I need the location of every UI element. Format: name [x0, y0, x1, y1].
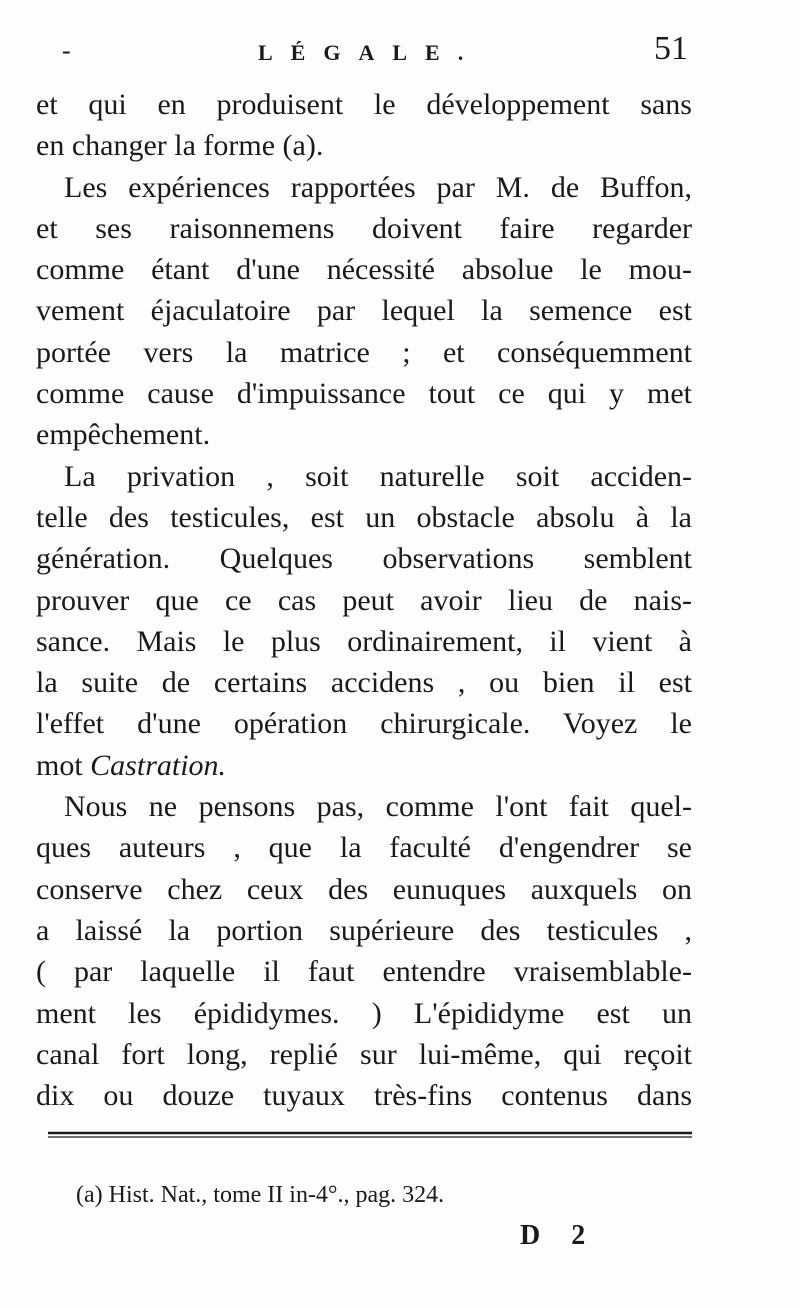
cited-term: Castration.: [90, 748, 227, 782]
paragraph-1: [36, 84, 692, 167]
text-line: dix ou douze tuyaux très-fins contenus dans: [36, 1079, 692, 1113]
text-line: canal fort long, replié sur lui-même, qui reçoit: [36, 1037, 692, 1071]
paragraph-4: [36, 786, 692, 1116]
text-line: ment les épididymes. ) L'épididyme est un: [36, 996, 692, 1030]
text-line: a laissé la portion supérieure des testicules ,: [36, 913, 692, 947]
footnote-rule: [48, 1128, 692, 1142]
running-head-mark: -: [62, 36, 71, 65]
text-line: vement éjaculatoire par lequel la semence est: [36, 294, 692, 328]
text-line: portée vers la matrice ; et conséquemment: [36, 335, 692, 369]
text-line: empêchement.: [36, 418, 211, 452]
text-line: et qui en produisent le développement sans: [36, 88, 692, 121]
text-line: en changer la forme (a).: [36, 129, 324, 163]
text-line: génération. Quelques observations semblent: [36, 542, 692, 576]
text-line: comme étant d'une nécessité absolue le mou-: [36, 253, 692, 287]
text-line: ques auteurs , que la faculté d'engendrer se: [36, 831, 692, 865]
signature-mark: D 2: [520, 1220, 598, 1251]
paragraph-3: [36, 456, 692, 786]
paragraph-2: [36, 167, 692, 456]
text-line: mot Castration.: [36, 748, 227, 782]
text-line: prouver que ce cas peut avoir lieu de nais-: [36, 583, 692, 617]
text-line: la suite de certains accidens , ou bien il est: [36, 666, 692, 700]
text-line: comme cause d'impuissance tout ce qui y met: [36, 377, 692, 411]
running-head-title: LÉGALE.: [258, 40, 482, 65]
text-line: La privation , soit naturelle soit acciden-: [64, 459, 692, 493]
text-line: l'effet d'une opération chirurgicale. Voyez le: [36, 707, 692, 741]
text-line: sance. Mais le plus ordinairement, il vient à: [36, 624, 692, 658]
text-line: Les expériences rapportées par M. de Buffon,: [64, 170, 692, 204]
footnote: (a) Hist. Nat., tome II in-4°., pag. 324.: [76, 1182, 445, 1208]
running-head: [0, 26, 800, 76]
page-number: 51: [654, 30, 688, 67]
text-line: conserve chez ceux des eunuques auxquels on: [36, 872, 692, 906]
text-line: ( par laquelle il faut entendre vraisemblable-: [36, 955, 692, 989]
text-line: telle des testicules, est un obstacle absolu à la: [36, 500, 692, 534]
text-line: et ses raisonnemens doivent faire regarder: [36, 211, 692, 245]
body-text: [36, 84, 692, 1116]
text-line: Nous ne pensons pas, comme l'ont fait quel-: [64, 790, 692, 824]
